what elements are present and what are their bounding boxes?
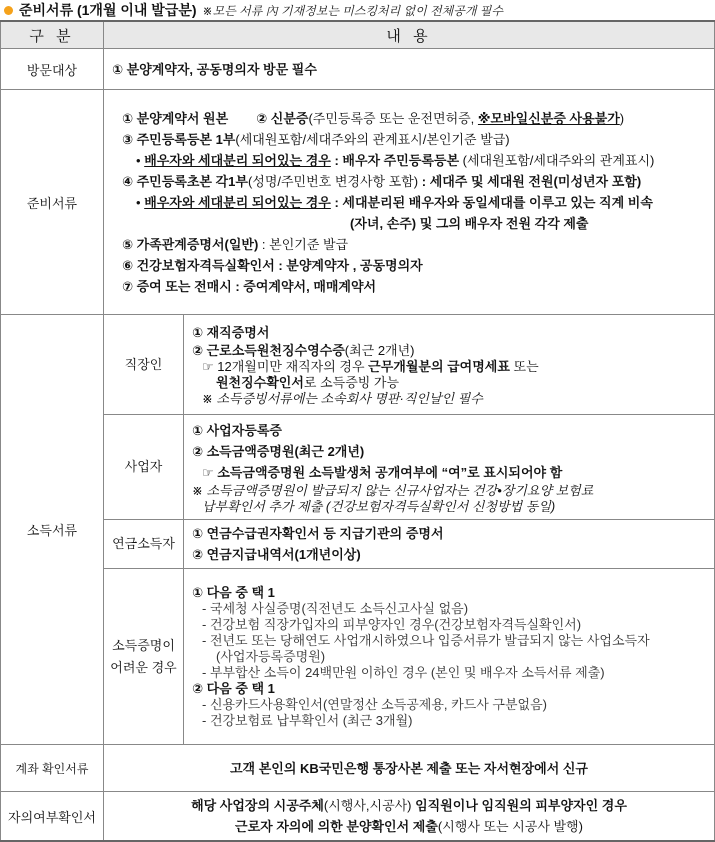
sub-label: 연금소득자 [104,520,184,569]
prep-line: ⑦ 증여 또는 전매시 : 증여계약서, 매매계약서 [122,278,377,294]
prep-line: ④ 주민등록초본 각1부(성명/주민번호 변경사항 포함) : 세대주 및 세대원 전원(미성년자 포함) [122,173,642,189]
section-title [0,0,715,20]
table-row-employee [1,315,715,415]
visit-line: ① 분양계약자, 공동명의자 방문 필수 [112,61,317,77]
employee-line: 원천징수확인서로 소득증빙 가능 [216,375,400,390]
bullet-dot-icon [4,6,13,15]
employee-note: ※ 소득증빙서류에는 소속회사 명판·직인날인 필수 [202,391,483,406]
prep-line: • 배우자와 세대분리 되어있는 경우 : 배우자 주민등록등본 (세대원포함/세대주와의 관계표시) [136,152,655,168]
prep-line: ③ 주민등록등본 1부(세대원포함/세대주와의 관계표시/본인기준 발급) [122,131,510,147]
row-label: 계좌 확인서류 [1,745,104,792]
business-note: 납부확인서 추가 제출 (건강보험자격득실확인서 신청방법 동일) [202,498,556,514]
employee-line: ☞ 12개월미만 재직자의 경우 근무개월분의 급여명세표 또는 [202,359,539,374]
prep-line: ① 분양계약서 원본 ② 신분증(주민등록증 또는 운전면허증, ※모바일신분증 사용불가) [122,110,625,126]
difficult-item: - 신용카드사용확인서(연말정산 소득공제용, 카드사 구분없음) [202,696,547,712]
business-note: ※ 소득금액증명원이 발급되지 않는 신규사업자는 건강•장기요양 보험료 [192,482,594,498]
prep-line: ⑤ 가족관계증명서(일반) : 본인기준 발급 [122,236,349,252]
prep-line: • 배우자와 세대분리 되어있는 경우 : 세대분리된 배우자와 동일세대를 이루고 있는 직계 비속 [136,194,653,210]
table-row-pension [1,520,715,569]
business-line: ① 사업자등록증 [192,422,282,438]
table-row-visit [1,49,715,90]
difficult-item: - 건강보험료 납부확인서 (최근 3개월) [202,712,413,728]
employee-line: ② 근로소득원천징수영수증(최근 2개년) [192,343,415,358]
difficult-item: - 건강보험 직장가입자의 피부양자인 경우(건강보험자격득실확인서) [202,616,582,632]
prep-line: (자녀, 손주) 및 그의 배우자 전원 각각 제출 [350,215,589,231]
documents-table [0,20,715,842]
table-row-business [1,415,715,520]
table-row-self [1,792,715,842]
difficult-heading: ② 다음 중 택 1 [192,680,275,696]
row-label: 준비서류 [1,90,104,315]
sub-label: 소득증명이 어려운 경우 [104,569,184,745]
pension-line: ② 연금지급내역서(1개년이상) [192,547,361,562]
employee-line: ① 재직증명서 [192,325,270,340]
table-row-difficult [1,569,715,745]
table-header [1,21,715,49]
business-line: ☞ 소득금액증명원 소득발생처 공개여부에 “여”로 표시되어야 함 [202,464,563,480]
sub-label: 사업자 [104,415,184,520]
self-line: 해당 사업장의 시공주체(시행사,시공사) 임직원이나 임직원의 피부양자인 경우 [191,798,627,813]
title-note: ※모든 서류 內 기재정보는 미스킹처리 없이 전체공개 필수 [202,3,503,18]
difficult-item: - 국세청 사실증명(직전년도 소득신고사실 없음) [202,600,469,616]
account-line: 고객 본인의 KB국민은행 통장사본 제출 또는 자서현장에서 신규 [229,760,588,776]
pension-line: ① 연금수급권자확인서 등 지급기관의 증명서 [192,526,444,541]
business-line: ② 소득금액증명원(최근 2개년) [192,443,365,459]
row-label: 자의여부확인서 [1,792,104,842]
header-content: 내 용 [104,21,715,49]
title-main: 준비서류 (1개월 이내 발급분) [19,2,197,18]
difficult-item: - 부부합산 소득이 24백만원 이하인 경우 (본인 및 배우자 소득서류 제출) [202,664,605,680]
table-row-prep [1,90,715,315]
row-label: 방문대상 [1,49,104,90]
row-label: 소득서류 [1,315,104,745]
difficult-item: (사업자등록증명원) [216,648,326,664]
prep-line: ⑥ 건강보험자격득실확인서 : 분양계약자 , 공동명의자 [122,257,423,273]
header-category: 구 분 [1,21,104,49]
difficult-item: - 전년도 또는 당해연도 사업개시하였으나 입증서류가 발급되지 않는 사업소득자 [202,632,650,648]
difficult-heading: ① 다음 중 택 1 [192,584,275,600]
table-row-account [1,745,715,792]
self-line: 근로자 자의에 의한 분양확인서 제출(시행사 또는 시공사 발행) [235,819,583,834]
sub-label: 직장인 [104,315,184,415]
